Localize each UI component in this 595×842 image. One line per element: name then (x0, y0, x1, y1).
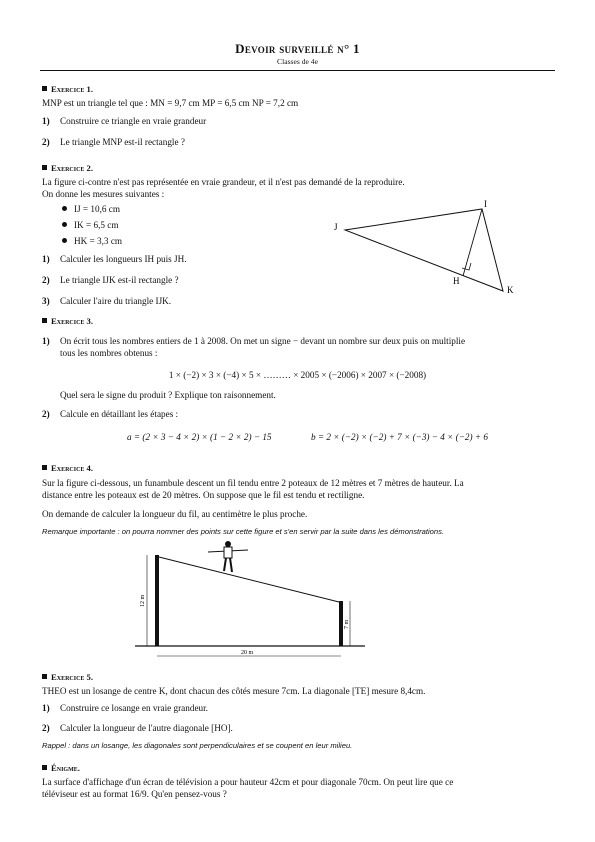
exercise-5-intro: THEO est un losange de centre K, dont chacun des côtés mesure 7cm. La diagonale [TE] mesure 8,4cm. (42, 686, 426, 696)
triangle-ijk-figure (325, 196, 525, 296)
exercise-2-question-1: 1) Calculer les longueurs IH puis JH. (42, 254, 187, 264)
exercise-4-paragraph-1: Sur la figure ci-dessous, un funambule descent un fil tendu entre 2 poteaux de 12 mètres et 7 mètres de hauteur. La (42, 478, 464, 488)
square-bullet-icon (42, 765, 47, 770)
triangle-ijk (345, 209, 503, 291)
exercise-4-paragraph-2: distance entre les poteaux est de 20 mètres. On suppose que le fil est tendu et rectiligne. (42, 490, 365, 500)
tightrope-walker-icon (208, 541, 248, 572)
exercise-5-question-2: 2) Calculer la longueur de l'autre diagonale [HO]. (42, 723, 233, 733)
exercise-3-question-1-ask: Quel sera le signe du produit ? Explique ton raisonnement. (60, 390, 276, 400)
short-pole (339, 601, 343, 646)
square-bullet-icon (42, 86, 47, 91)
enigme-paragraph-2: téléviseur est au format 16/9. Qu'en pensez-vous ? (42, 789, 227, 799)
label-h: H (453, 276, 460, 286)
square-bullet-icon (42, 465, 47, 470)
page-title: Devoir surveillé n° 1 (235, 41, 360, 56)
altitude-ih (463, 209, 482, 276)
exercise-3-heading: Exercice 3. (42, 316, 93, 326)
exercise-5-rappel: Rappel : dans un losange, les diagonales sont perpendiculaires et se coupent en leur milieu. (42, 741, 353, 750)
tightrope-figure (130, 535, 370, 660)
dimension-label-12m: 12 m (140, 594, 146, 607)
exercise-4-paragraph-3: On demande de calculer la longueur du fil, au centimètre le plus proche. (42, 509, 308, 519)
exercise-3-question-1-cont: tous les nombres obtenus : (60, 348, 158, 358)
exercise-5-heading: Exercice 5. (42, 672, 93, 682)
exercise-1-heading: Exercice 1. (42, 84, 93, 94)
exercise-3-question-1: 1) On écrit tous les nombres entiers de 1 à 2008. On met un signe − devant un nombre sur deux puis on multiplie (42, 336, 466, 346)
exercise-1-intro: MNP est un triangle tel que : MN = 9,7 cm MP = 6,5 cm NP = 7,2 cm (42, 98, 299, 108)
dimension-label-20m: 20 m (241, 650, 254, 656)
tall-pole (155, 555, 159, 646)
label-k: K (507, 285, 514, 295)
square-bullet-icon (42, 165, 47, 170)
measure-ij: IJ = 10,6 cm (62, 203, 120, 215)
expression-a: a = (2 × 3 − 4 × 2) × (1 − 2 × 2) − 15 (127, 432, 272, 442)
enigme-heading: Énigme. (42, 763, 80, 773)
dimension-label-7m: 7 m (344, 619, 350, 629)
exercise-5-question-1: 1) Construire ce losange en vraie grandeur. (42, 703, 208, 713)
exercise-2-heading: Exercice 2. (42, 163, 93, 173)
measure-ik: IK = 6,5 cm (62, 219, 118, 231)
bullet-icon (62, 206, 67, 211)
enigme-paragraph-1: La surface d'affichage d'un écran de télévision a pour hauteur 42cm et pour diagonale 70cm. On peut lire que ce (42, 777, 454, 787)
exercise-3-question-2: 2) Calcule en détaillant les étapes : (42, 409, 179, 419)
header-rule (40, 70, 555, 71)
product-formula: 1 × (−2) × 3 × (−4) × 5 × ……… × 2005 × (−2006) × 2007 × (−2008) (168, 370, 427, 380)
exercise-4-remark: Remarque importante : on pourra nommer des points sur cette figure et s'en servir par la suite dans les démonstrations. (42, 527, 445, 536)
label-i: I (484, 199, 487, 209)
bullet-icon (62, 238, 67, 243)
exercise-2-question-2: 2) Le triangle IJK est-il rectangle ? (42, 275, 179, 285)
exercise-2-intro-2: On donne les mesures suivantes : (42, 189, 165, 199)
label-j: J (334, 222, 338, 232)
exercise-2-question-3: 3) Calculer l'aire du triangle IJK. (42, 296, 172, 306)
page-subtitle: Classes de 4e (277, 57, 318, 66)
exercise-2-intro-1: La figure ci-contre n'est pas représentée en vraie grandeur, et il n'est pas demandé de la reproduire. (42, 177, 405, 187)
tightrope-wire (159, 557, 339, 602)
exercise-4-heading: Exercice 4. (42, 463, 93, 473)
square-bullet-icon (42, 674, 47, 679)
exercise-1-question-2: 2) Le triangle MNP est-il rectangle ? (42, 137, 185, 147)
square-bullet-icon (42, 318, 47, 323)
expression-b: b = 2 × (−2) × (−2) + 7 × (−3) − 4 × (−2) + 6 (311, 432, 488, 442)
measure-hk: HK = 3,3 cm (62, 235, 122, 247)
bullet-icon (62, 222, 67, 227)
exercise-1-question-1: 1) Construire ce triangle en vraie grandeur (42, 116, 207, 126)
